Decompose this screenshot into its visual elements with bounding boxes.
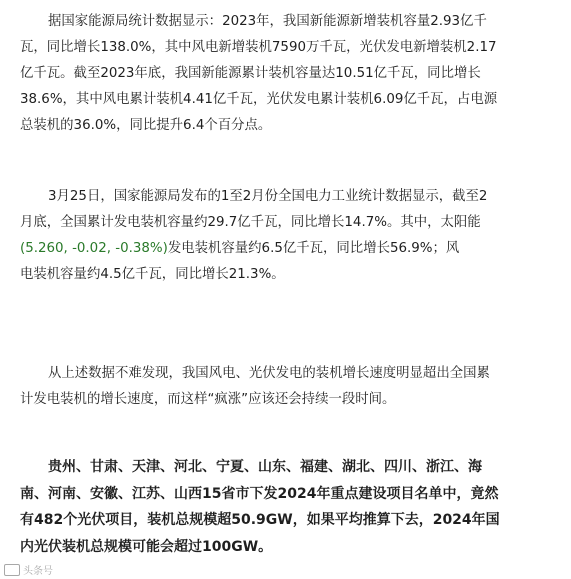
paragraph-growth-analysis: [20, 361, 560, 413]
text-segment: 发电装机容量约6.5亿千瓦，同比增长56.9%；风: [167, 241, 460, 256]
text-line: 有482个光伏项目，装机总规模超50.9GW，如果平均推算下去，2024年国: [20, 512, 500, 528]
camera-icon: [4, 564, 20, 576]
text-line: 从上述数据不难发现，我国风电、光伏发电的装机增长速度明显超出全国累: [48, 366, 490, 381]
text-line: 瓦，同比增长138.0%，其中风电新增装机7590万千瓦，光伏发电新增装机2.17: [20, 40, 497, 55]
text-line: 电装机容量约4.5亿千瓦，同比增长21.3%。: [20, 267, 285, 282]
watermark: [4, 562, 53, 577]
stock-quote-link[interactable]: (5.260, -0.02, -0.38%): [20, 241, 168, 256]
text-line: 亿千瓦。截至2023年底，我国新能源累计装机容量达10.51亿千瓦，同比增长: [20, 66, 481, 81]
text-line: [20, 236, 560, 262]
text-line: 据国家能源局统计数据显示：2023年，我国新能源新增装机容量2.93亿千: [48, 14, 487, 29]
text-line: 内光伏装机总规模可能会超过100GW。: [20, 538, 273, 555]
text-line: 计发电装机的增长速度，而这样“疯涨”应该还会持续一段时间。: [20, 392, 396, 407]
text-line: 总装机的36.0%，同比提升6.4个百分点。: [20, 118, 272, 133]
watermark-text: 头条号: [23, 566, 53, 577]
text-line: 3月25日，国家能源局发布的1至2月份全国电力工业统计数据显示，截至2: [48, 189, 488, 204]
text-line: 38.6%，其中风电累计装机4.41亿千瓦，光伏发电累计装机6.09亿千瓦，占电源: [20, 92, 498, 107]
paragraph-pv-projects-bold: [20, 454, 560, 560]
text-line: 月底，全国累计发电装机容量约29.7亿千瓦，同比增长14.7%。其中，太阳能: [20, 215, 481, 230]
text-line: 南、河南、安徽、江苏、山西15省市下发2024年重点建设项目名单中，竟然: [20, 485, 499, 502]
paragraph-energy-stats-2023: [20, 9, 560, 139]
paragraph-power-industry-stats: [20, 184, 560, 288]
text-line: 贵州、甘肃、天津、河北、宁夏、山东、福建、湖北、四川、浙江、海: [48, 459, 482, 475]
